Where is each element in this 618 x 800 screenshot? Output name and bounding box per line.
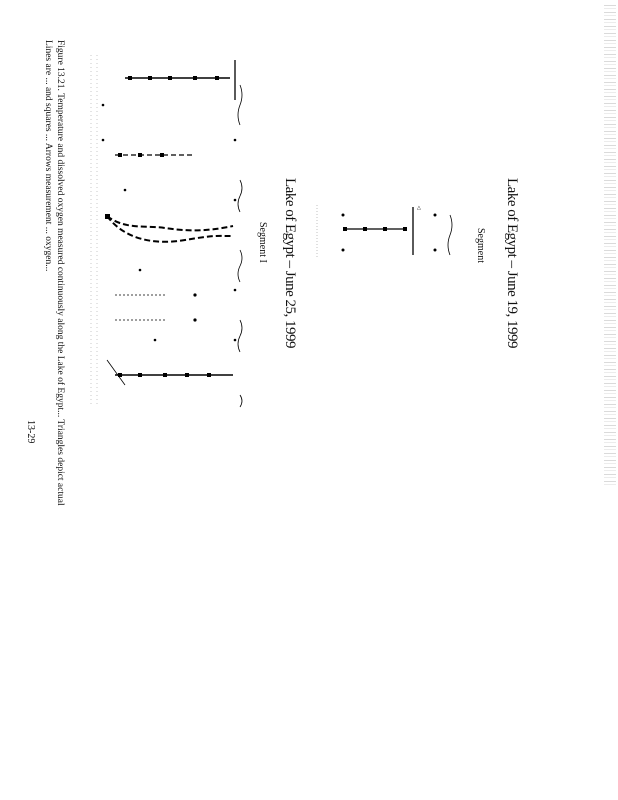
axis-bracket <box>238 180 242 212</box>
series-marker <box>363 227 367 231</box>
caption-line-1: Figure 13.21. Temperature and dissolved oxygen measured continuously along the Lake of Egypt... Triangles depict actual <box>55 40 65 506</box>
axis-bracket <box>238 320 242 352</box>
large-profile-chart <box>85 40 255 410</box>
series-point <box>342 249 345 252</box>
series-marker <box>403 227 407 231</box>
axis-bracket <box>240 395 242 407</box>
axis-bracket <box>448 215 452 255</box>
small-profile-chart <box>305 195 485 270</box>
series-marker <box>343 227 347 231</box>
axis-bracket <box>238 85 242 125</box>
series-row-2 <box>115 153 195 157</box>
series-row-5 <box>107 360 233 385</box>
figure-title-middle: Lake of Egypt – June 25, 1999 <box>282 178 298 349</box>
page-number: 13-29 <box>25 420 36 444</box>
scan-edge-noise <box>604 5 616 485</box>
segment-label-lower: Segment I <box>257 222 268 263</box>
segment-label-upper: Segment <box>475 228 486 263</box>
series-point <box>342 214 345 217</box>
chart-tick-label: △ <box>417 205 421 211</box>
figure-title-top: Lake of Egypt – June 19, 1999 <box>504 178 520 349</box>
series-point <box>434 214 437 217</box>
series-point <box>434 249 437 252</box>
series-marker <box>383 227 387 231</box>
caption-line-2: Lines are ... and squares ... Arrows measurement ... oxygen... <box>43 40 53 272</box>
scatter-markers <box>102 104 237 342</box>
figure-caption <box>42 40 66 506</box>
series-row-1 <box>125 76 230 80</box>
series-row-3 <box>105 214 233 242</box>
series-row-4 <box>115 293 197 321</box>
axis-bracket <box>238 250 242 282</box>
